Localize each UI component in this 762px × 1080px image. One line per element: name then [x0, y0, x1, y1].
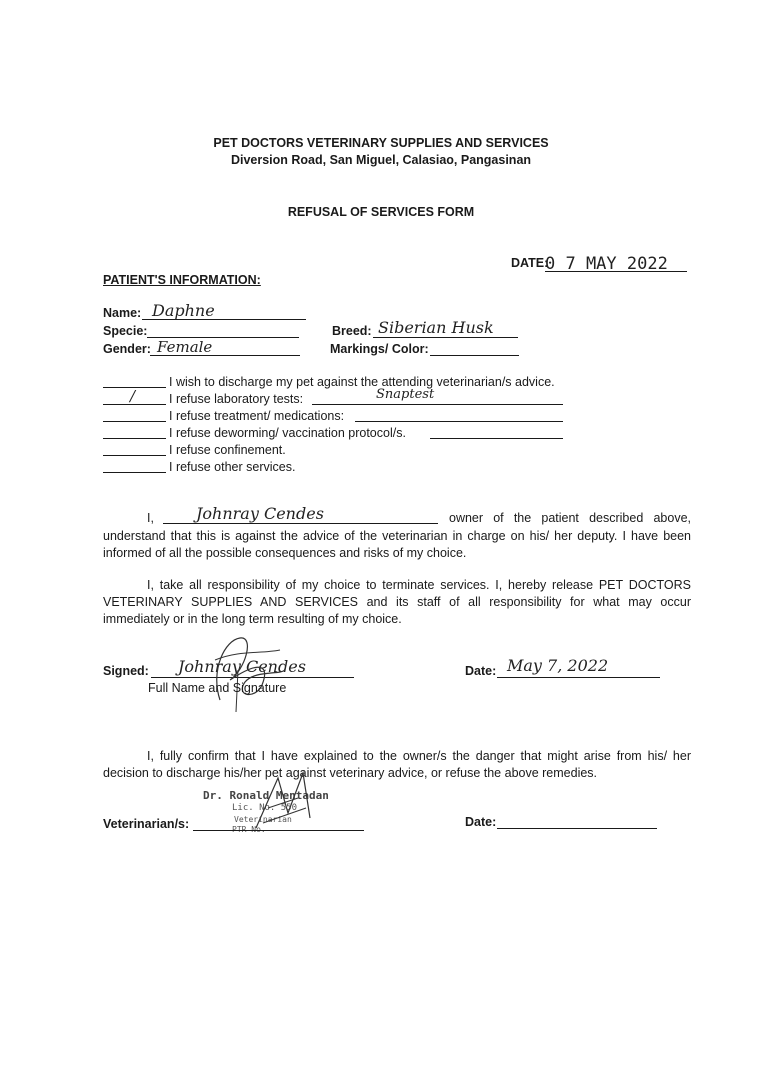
check-line	[103, 472, 166, 473]
date-line	[545, 271, 687, 272]
owner-name: Johnray Cendes	[196, 504, 324, 523]
patient-section-title: PATIENT'S INFORMATION:	[103, 273, 261, 287]
stamp-title: Veterinarian	[234, 815, 292, 824]
statement-prefix: I,	[147, 511, 154, 525]
stamp-ptr: PTR No.	[232, 825, 266, 834]
signed-value: Johnray Cendes	[178, 657, 306, 676]
company-address: Diversion Road, San Miguel, Calasiao, Pangasinan	[230, 153, 532, 167]
signed-label: Signed:	[103, 664, 149, 678]
detail-line	[312, 404, 563, 405]
responsibility-body: I, take all responsibility of my choice to terminate services. I, hereby release PET DOCTORS VETERINARY SUPPLIES AND SERVICES and its staff of all responsibility for what may occur immediately or in the long term resulting of my choice.	[103, 578, 691, 626]
check-line	[103, 421, 166, 422]
owner-name-line	[163, 523, 438, 524]
signed-date-value: May 7, 2022	[507, 656, 609, 675]
specie-label: Specie:	[103, 324, 148, 338]
signature-scribble	[200, 630, 290, 715]
check-line	[103, 455, 166, 456]
check-mark: /	[130, 387, 136, 405]
signed-date-label: Date:	[465, 664, 497, 678]
name-label: Name:	[103, 306, 142, 320]
form-title: REFUSAL OF SERVICES FORM	[287, 205, 475, 219]
markings-line	[430, 355, 519, 356]
signed-caption: Full Name and Signature	[148, 681, 287, 695]
date-label: DATE:	[511, 256, 549, 270]
breed-label: Breed:	[332, 324, 372, 338]
check-text: I refuse confinement.	[169, 443, 286, 457]
signed-date-line	[497, 677, 660, 678]
company-name: PET DOCTORS VETERINARY SUPPLIES AND SERVICES	[213, 136, 549, 150]
check-text: I refuse laboratory tests:	[169, 392, 304, 406]
detail-line	[355, 421, 563, 422]
gender-label: Gender:	[103, 342, 151, 356]
gender-value: Female	[157, 338, 213, 356]
check-line	[103, 438, 166, 439]
responsibility-text	[103, 577, 691, 628]
breed-line	[373, 337, 518, 338]
vet-signature-scribble	[248, 768, 318, 838]
detail-line	[430, 438, 563, 439]
markings-label: Markings/ Color:	[330, 342, 429, 356]
check-text: I refuse treatment/ medications:	[169, 409, 345, 423]
stamp-name: Dr. Ronald Mentadan	[203, 789, 329, 802]
statement-text: understand that this is against the advice of the veterinarian in charge on his/ her deputy. I have been informed of all the possible consequences and risks of my choice.	[103, 529, 691, 560]
stamp-license: Lic. No. 550	[232, 803, 298, 813]
check-text: I refuse other services.	[169, 460, 296, 474]
vet-line	[193, 830, 364, 831]
statement-after: owner of the patient described above,	[449, 511, 691, 525]
vet-date-label: Date:	[465, 815, 497, 829]
confirm-body: I, fully confirm that I have explained to the owner/s the danger that might arise from his/ her decision to discharge his/her pet against veterinary advice, or refuse the above remedies.	[103, 749, 691, 780]
breed-value: Siberian Husk	[378, 318, 494, 337]
confirm-text	[103, 748, 691, 782]
name-value: Daphne	[152, 301, 215, 320]
check-text: I refuse deworming/ vaccination protocol/s.	[169, 426, 406, 440]
check-text: I wish to discharge my pet against the attending veterinarian/s advice.	[169, 375, 555, 389]
vet-date-line	[497, 828, 657, 829]
date-stamp: 0 7 MAY 2022	[545, 254, 668, 274]
check-detail: Snaptest	[376, 387, 435, 402]
vet-label: Veterinarian/s:	[103, 817, 190, 831]
